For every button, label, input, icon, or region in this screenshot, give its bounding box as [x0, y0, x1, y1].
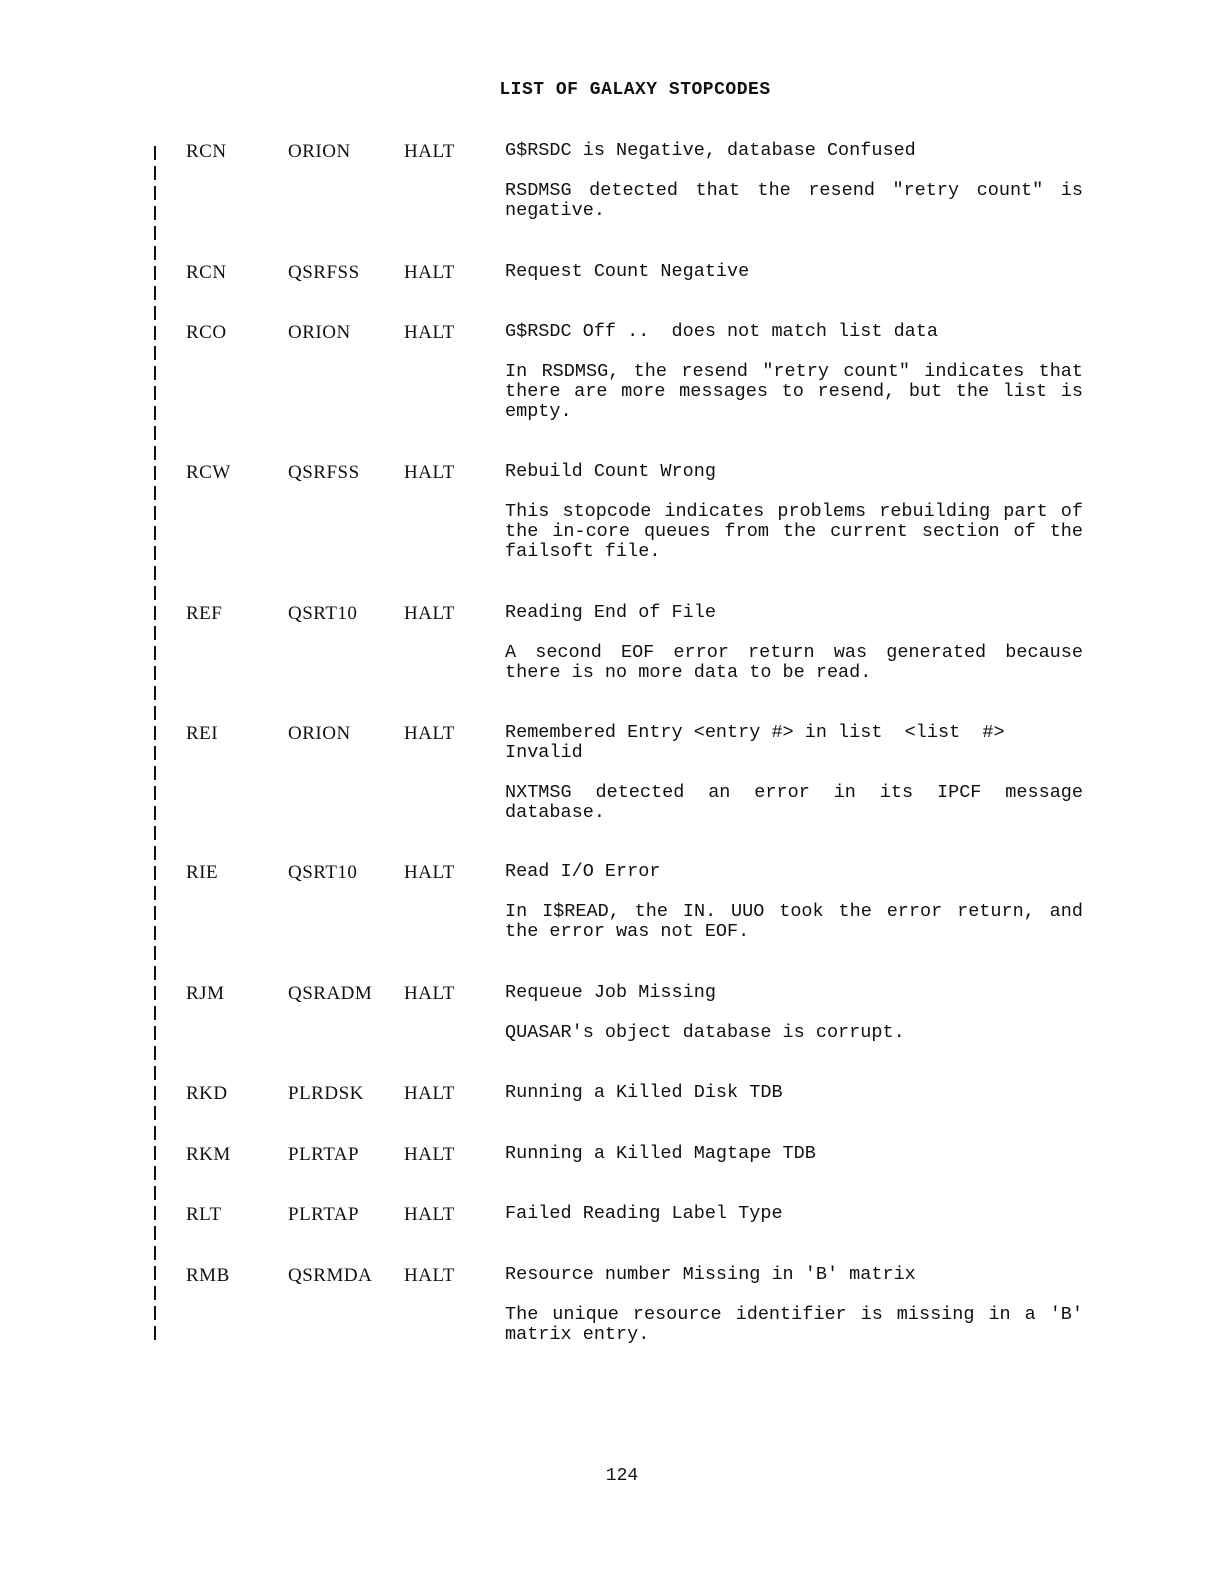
- stopcode-code: RIE: [186, 862, 219, 883]
- stopcode-code: RJM: [186, 983, 225, 1004]
- stopcode-summary: Read I/O Error: [505, 861, 661, 882]
- stopcode-action: HALT: [404, 603, 455, 624]
- stopcode-description: [505, 983, 1083, 1043]
- stopcode-detail: The unique resource identifier is missing in a 'B' matrix entry.: [505, 1304, 1083, 1345]
- stopcode-description: [505, 603, 1083, 683]
- stopcode-summary: Request Count Negative: [505, 261, 750, 282]
- stopcode-module: QSRT10: [288, 862, 358, 883]
- stopcode-description: [505, 141, 1083, 221]
- stopcode-description: [505, 862, 1083, 942]
- stopcode-action: HALT: [404, 1204, 455, 1225]
- stopcode-module: ORION: [288, 141, 351, 162]
- stopcode-description: [505, 1083, 1083, 1103]
- stopcode-description: [505, 462, 1083, 562]
- stopcode-module: PLRTAP: [288, 1204, 360, 1225]
- stopcode-action: HALT: [404, 862, 455, 883]
- stopcode-code: RKM: [186, 1144, 231, 1165]
- stopcode-action: HALT: [404, 322, 455, 343]
- stopcode-summary: Resource number Missing in 'B' matrix: [505, 1264, 916, 1285]
- stopcode-summary: Reading End of File: [505, 602, 716, 623]
- stopcode-module: QSRMDA: [288, 1265, 373, 1286]
- stopcode-code: RCN: [186, 262, 227, 283]
- stopcode-code: RCO: [186, 322, 227, 343]
- stopcode-description: [505, 723, 1083, 823]
- stopcode-module: ORION: [288, 322, 351, 343]
- stopcode-detail: In RSDMSG, the resend "retry count" indicates that there are more messages to resend, but the list is empty.: [505, 361, 1083, 422]
- stopcode-action: HALT: [404, 1144, 455, 1165]
- stopcode-action: HALT: [404, 462, 455, 483]
- stopcode-detail: This stopcode indicates problems rebuilding part of the in-core queues from the current section of the failsoft file.: [505, 501, 1083, 562]
- stopcode-action: HALT: [404, 262, 455, 283]
- stopcode-summary: G$RSDC Off .. does not match list data: [505, 321, 938, 342]
- stopcode-description: [505, 1204, 1083, 1224]
- stopcode-action: HALT: [404, 1265, 455, 1286]
- stopcode-description: [505, 1265, 1083, 1345]
- stopcode-module: PLRDSK: [288, 1083, 364, 1104]
- stopcode-summary: Rebuild Count Wrong: [505, 461, 716, 482]
- stopcode-code: RLT: [186, 1204, 222, 1225]
- stopcode-description: [505, 262, 1083, 282]
- stopcode-module: QSRADM: [288, 983, 373, 1004]
- stopcode-detail: A second EOF error return was generated because there is no more data to be read.: [505, 642, 1083, 683]
- stopcode-module: QSRT10: [288, 603, 358, 624]
- stopcode-code: REI: [186, 723, 219, 744]
- stopcode-action: HALT: [404, 141, 455, 162]
- page-title: LIST OF GALAXY STOPCODES: [499, 80, 771, 100]
- stopcode-summary: Remembered Entry <entry #> in list <list #> Invalid: [505, 722, 1016, 763]
- stopcode-code: RMB: [186, 1265, 230, 1286]
- stopcode-summary: Failed Reading Label Type: [505, 1203, 783, 1224]
- stopcode-module: PLRTAP: [288, 1144, 360, 1165]
- stopcode-summary: Running a Killed Magtape TDB: [505, 1143, 816, 1164]
- stopcode-code: RCN: [186, 141, 227, 162]
- stopcode-detail: QUASAR's object database is corrupt.: [505, 1022, 905, 1043]
- stopcode-detail: NXTMSG detected an error in its IPCF message database.: [505, 782, 1083, 823]
- stopcode-module: QSRFSS: [288, 262, 360, 283]
- stopcode-summary: Running a Killed Disk TDB: [505, 1082, 783, 1103]
- stopcode-action: HALT: [404, 723, 455, 744]
- stopcode-code: RCW: [186, 462, 231, 483]
- stopcode-description: [505, 1144, 1083, 1164]
- stopcode-action: HALT: [404, 983, 455, 1004]
- stopcode-action: HALT: [404, 1083, 455, 1104]
- stopcode-code: REF: [186, 603, 223, 624]
- stopcode-code: RKD: [186, 1083, 228, 1104]
- stopcode-detail: In I$READ, the IN. UUO took the error return, and the error was not EOF.: [505, 901, 1083, 942]
- stopcode-summary: Requeue Job Missing: [505, 982, 716, 1003]
- stopcode-description: [505, 322, 1083, 422]
- stopcode-summary: G$RSDC is Negative, database Confused: [505, 140, 916, 161]
- page-number: 124: [605, 1466, 639, 1486]
- stopcode-detail: RSDMSG detected that the resend "retry count" is negative.: [505, 180, 1083, 221]
- stopcode-module: ORION: [288, 723, 351, 744]
- stopcode-module: QSRFSS: [288, 462, 360, 483]
